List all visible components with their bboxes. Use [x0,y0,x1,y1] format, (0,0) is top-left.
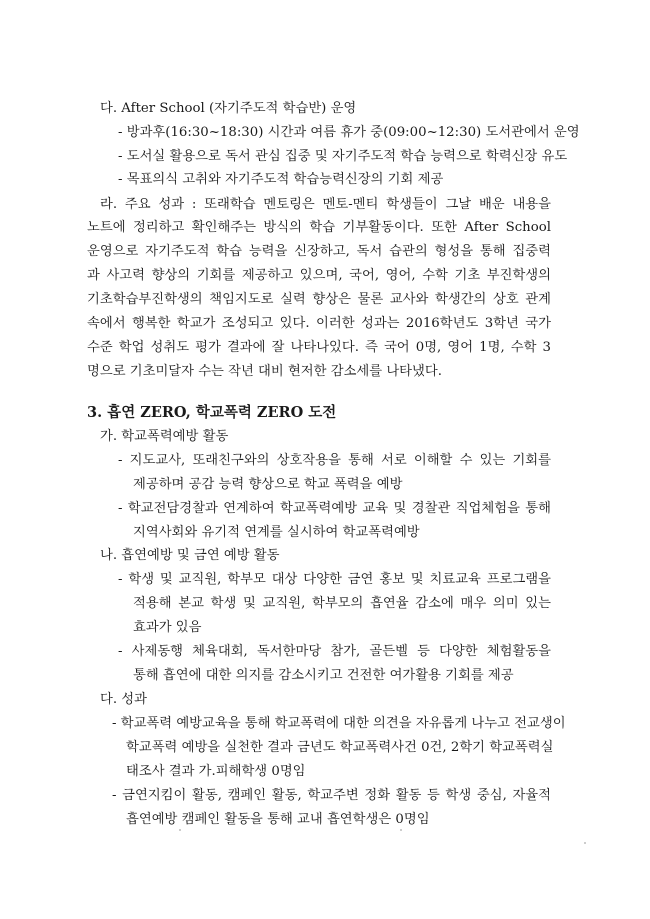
bullet-continuation: 효과가 있음 [133,620,202,635]
bullet-line: - 사제동행 체육대회, 독서한마당 참가, 골든벨 등 다양한 체험활동을 [118,644,551,659]
subheading-after-school: 다. After School (자기주도적 학습반) 운영 [100,101,357,116]
scan-speck [400,829,402,831]
paragraph-line: 기초학습부진학생의 책임지도로 실력 향상은 물론 교사와 학생간의 상호 관계 [87,292,551,307]
bullet-continuation: 흡연예방 캠페인 활동을 통해 교내 흡연학생은 0명임 [126,812,430,827]
bullet-continuation: 통해 흡연에 대한 의지를 감소시키고 건전한 여가활용 기회를 제공 [133,668,514,683]
subheading: 다. 성과 [100,692,147,707]
paragraph-line: 과 사고력 향상의 기회를 제공하고 있으며, 국어, 영어, 수학 기초 부진학생의 [87,268,551,283]
bullet-line: - 지도교사, 또래친구와의 상호작용을 통해 서로 이해할 수 있는 기회를 [118,453,551,468]
bullet-line: - 목표의식 고취와 자기주도적 학습능력신장의 기회 제공 [118,172,444,187]
paragraph-line: 수준 학업 성취도 평가 결과에 잘 나타나있다. 즉 국어 0명, 영어 1명, 수학 3 [87,340,551,355]
subheading: 나. 흡연예방 및 금연 예방 활동 [100,548,280,563]
subheading: 가. 학교폭력예방 활동 [100,429,229,444]
paragraph-line: 운영으로 자기주도적 학습 능력을 신장하고, 독서 습관의 형성을 통해 집중력 [87,244,551,259]
paragraph-line: 라. 주요 성과 : 또래학습 멘토링은 멘토-멘티 학생들이 그날 배운 내용을 [100,197,551,212]
scan-speck [179,829,181,831]
paragraph-line: 속에서 행복한 학교가 조성되고 있다. 이러한 성과는 2016학년도 3학년 국가 [87,316,551,331]
bullet-line: - 학생 및 교직원, 학부모 대상 다양한 금연 홍보 및 치료교육 프로그램을 [118,572,551,587]
section-title: 3. 흡연 ZERO, 학교폭력 ZERO 도전 [87,404,337,421]
bullet-continuation: 지역사회와 유기적 연계를 실시하여 학교폭력예방 [133,525,420,540]
paragraph-line: 명으로 기초미달자 수는 작년 대비 현저한 감소세를 나타냈다. [87,364,442,379]
bullet-continuation: 적용해 본교 학생 및 교직원, 학부모의 흡연율 감소에 매우 의미 있는 [133,596,551,611]
bullet-line: - 방과후(16:30~18:30) 시간과 여름 휴가 중(09:00~12:30) 도서관에서 운영 [118,125,580,140]
bullet-continuation: 제공하며 공감 능력 향상으로 학교 폭력을 예방 [133,477,403,492]
paragraph-line: 노트에 정리하고 확인해주는 방식의 학습 기부활동이다. 또한 After School [87,220,551,235]
bullet-line: - 도서실 활용으로 독서 관심 집중 및 자기주도적 학습 능력으로 학력신장 유도 [118,149,568,164]
scan-speck [584,842,586,844]
bullet-line: - 학교폭력 예방교육을 통해 학교폭력에 대한 의견을 자유롭게 나누고 전교생이 [112,716,566,731]
bullet-continuation: 학교폭력 예방을 실천한 결과 금년도 학교폭력사건 0건, 2학기 학교폭력실 [126,740,554,755]
bullet-line: - 학교전담경찰과 연계하여 학교폭력예방 교육 및 경찰관 직업체험을 통해 [118,501,551,516]
bullet-continuation: 태조사 결과 가.피해학생 0명임 [126,764,306,779]
bullet-line: - 금연지킴이 활동, 캠페인 활동, 학교주변 정화 활동 등 학생 중심, 자율적 [112,788,551,803]
